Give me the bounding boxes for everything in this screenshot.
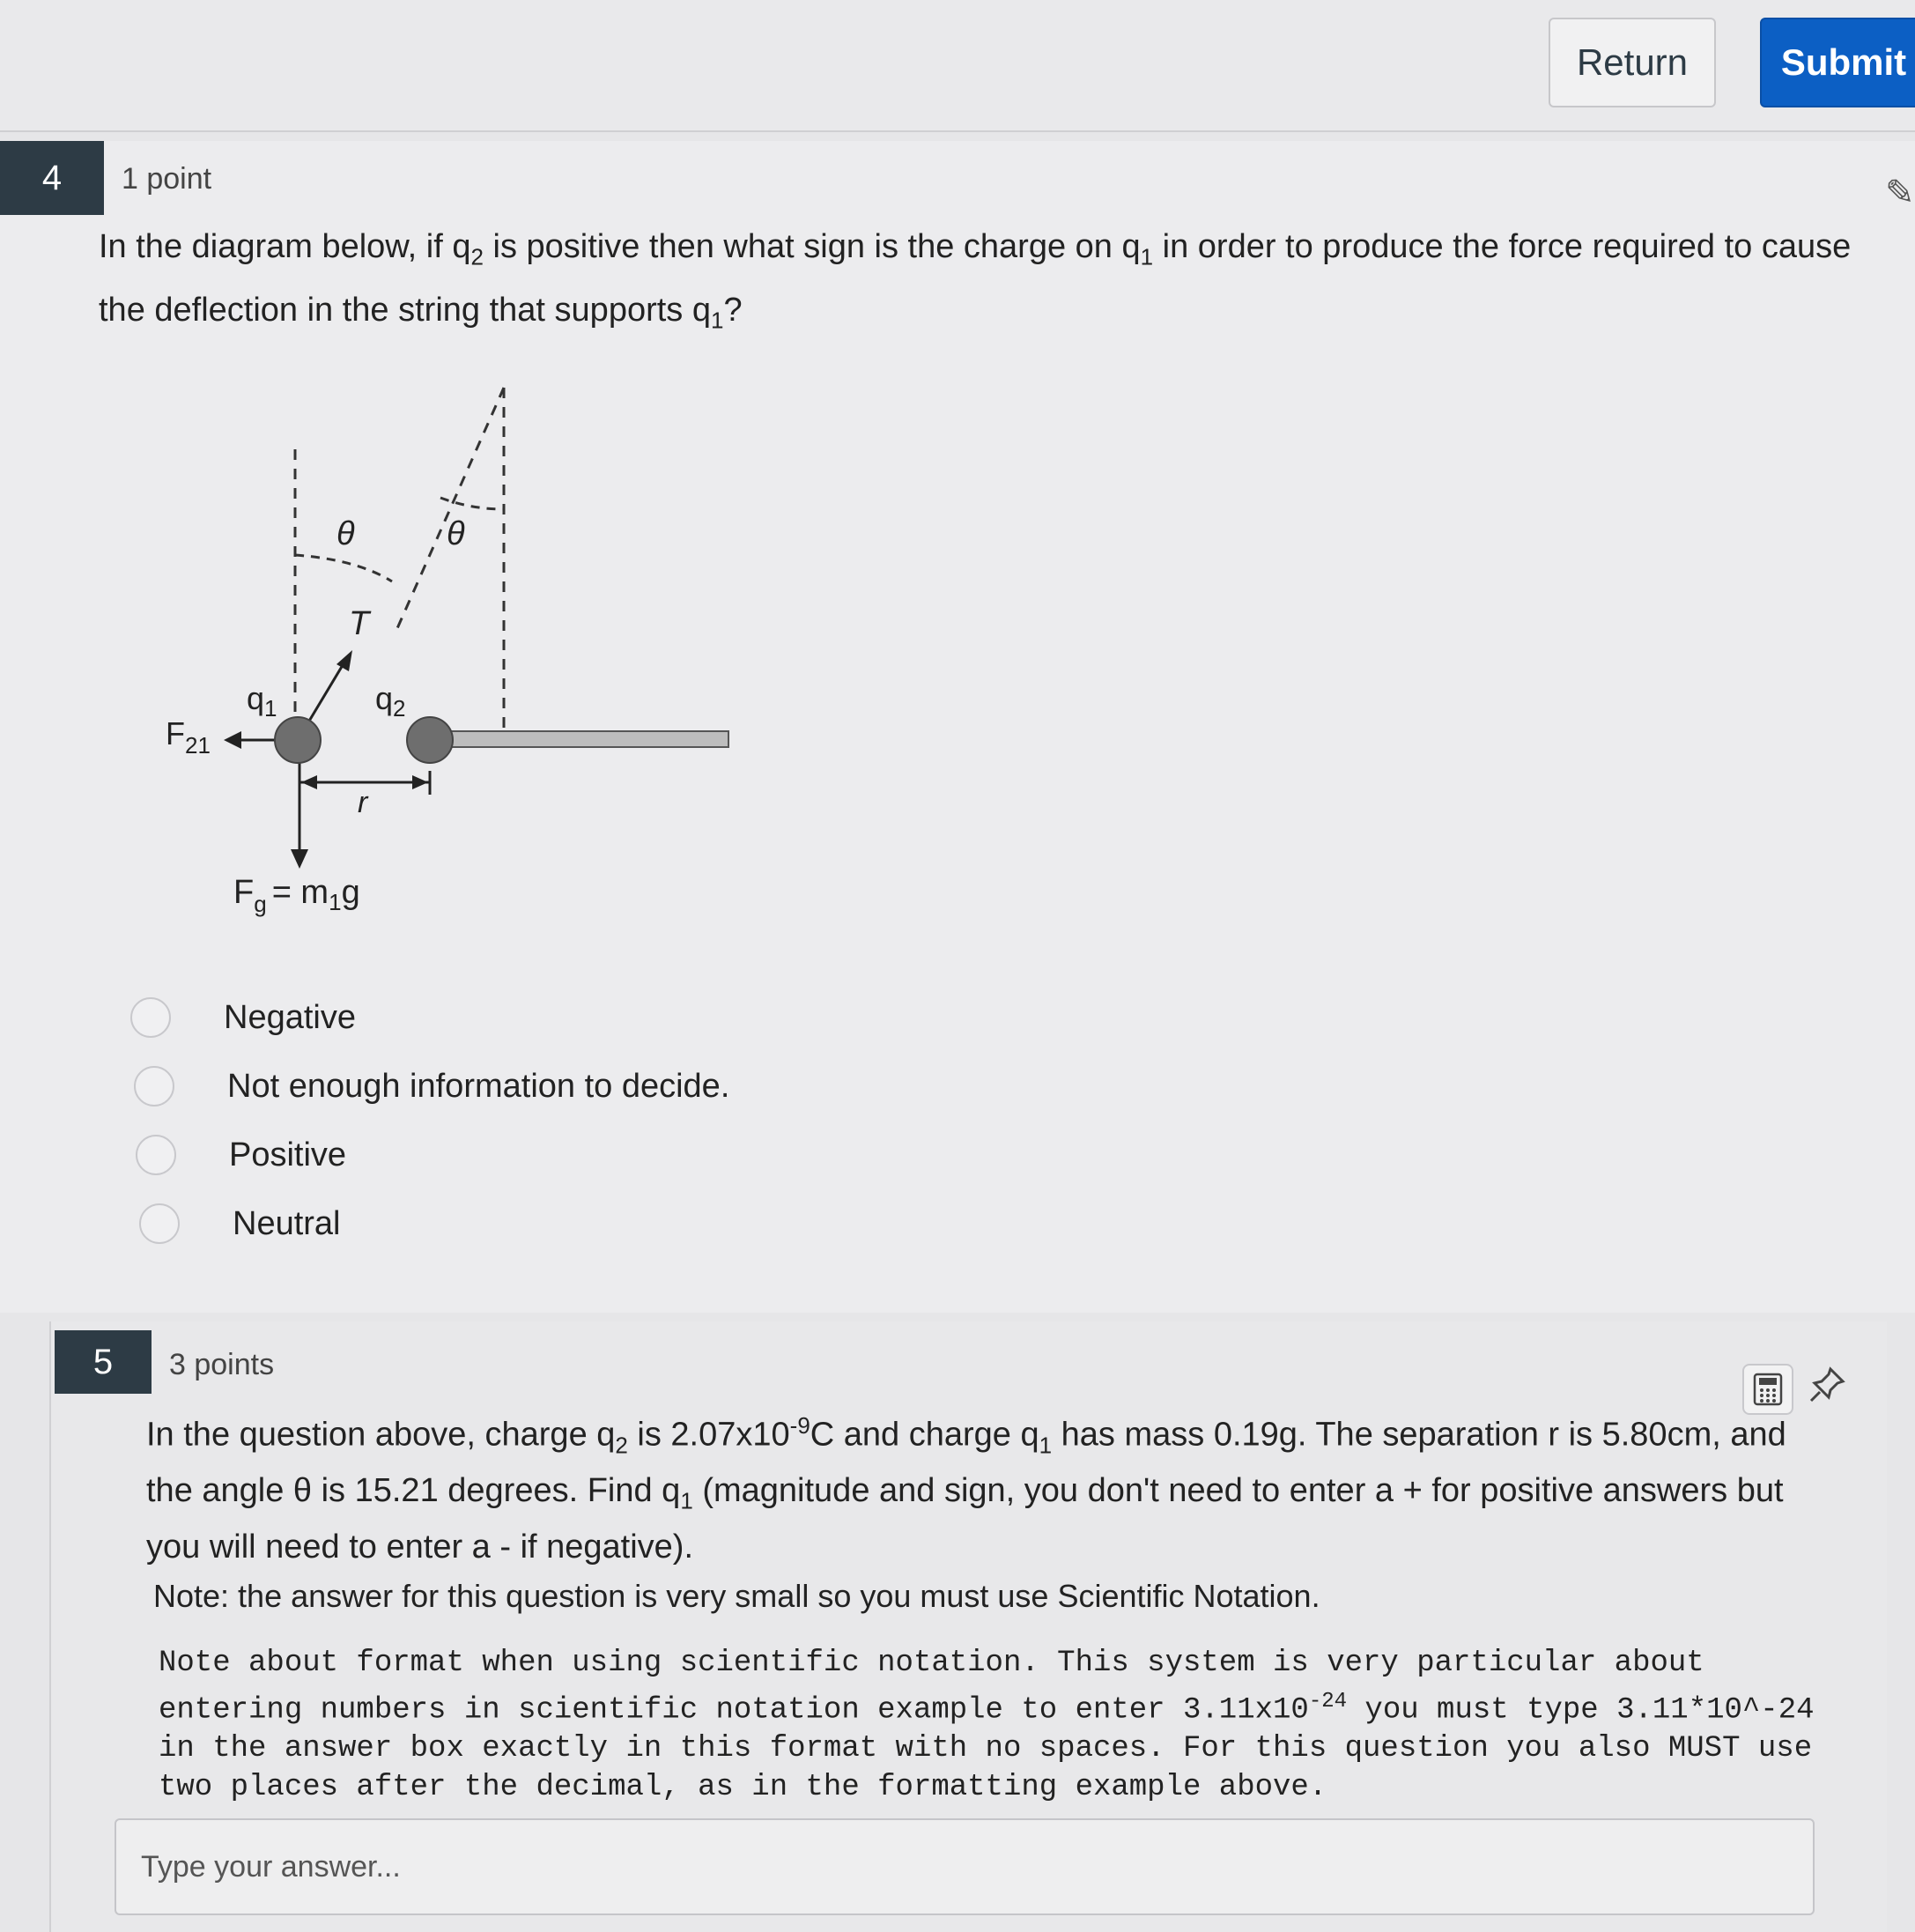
radio-button[interactable] [130,997,171,1038]
string-extension-line [395,388,504,634]
support-rod [425,731,728,747]
option-label: Not enough information to decide. [227,1067,730,1105]
top-bar [0,0,1915,132]
q2-label: $q_2$ [375,680,406,722]
option-label: Neutral [233,1204,341,1242]
submit-button[interactable]: Submit [1760,18,1915,107]
radio-button[interactable] [134,1066,174,1107]
option-positive[interactable] [136,1135,346,1175]
option-not-enough-info[interactable] [134,1066,729,1107]
separation-label: r [358,786,368,819]
q1-label: $q_1$ [247,680,277,722]
pin-icon[interactable]: ✎ [1885,174,1915,212]
gravity-force-label: $F_g = m_1g$ [233,874,360,917]
theta-right-label: θ [447,515,465,552]
option-neutral[interactable] [139,1203,341,1244]
pin-icon [1808,1366,1846,1404]
question-number: 4 [0,141,104,215]
theta-left-label: θ [336,515,355,552]
charge-q2 [407,717,453,763]
question-points: 3 points [169,1348,275,1381]
note-scientific-notation: Note: the answer for this question is very small so you must use Scientific Notation. [153,1578,1320,1614]
option-label: Positive [229,1136,347,1173]
note-format: Note about format when using scientific notation. This system is very particular about entering numbers in scientific notation example to enter $3.11x10^{-24}$ you must type 3.11*10^-24 in the answer box exactly in this format with no spaces. For this question you also MUST use two places after the decimal, as in the formatting example above. [159,1647,1815,1805]
f21-label: $F_{21}$ [166,715,211,759]
angle-arc-left [295,555,392,581]
question-points: 1 point [122,162,212,196]
answer-input[interactable]: Type your answer... [115,1818,1815,1915]
tension-label: T [349,605,370,642]
gravity-arrowhead [291,849,308,869]
option-negative[interactable] [130,997,356,1038]
charge-deflection-diagram [150,370,766,934]
question-4-text: In the diagram below, if $q_2$ is positive then what sign is the charge on $q_1$ in order to produce the force required to cause the deflection in the string that supports $q_1$? [99,228,1852,334]
tension-arrowhead [336,650,352,671]
radio-button[interactable] [139,1203,180,1244]
return-button[interactable]: Return [1549,18,1716,107]
angle-arc-right [440,498,504,509]
f21-arrowhead [224,731,241,749]
radio-button[interactable] [136,1135,176,1175]
question-5-text: In the question above, charge $q_2$ is $2.07x10^{-9}C$ and charge $q_1$ has mass 0.19g. The separation r is 5.80cm, and the angle θ is 15.21 degrees. Find $q_1$ (magnitude and sign, you don't need to enter a + for positive answers but you will need to enter a - if negative). [146,1412,1786,1566]
calculator-icon [1753,1373,1783,1406]
charge-q1 [275,717,321,763]
question-number: 5 [55,1330,152,1394]
option-label: Negative [224,998,356,1036]
